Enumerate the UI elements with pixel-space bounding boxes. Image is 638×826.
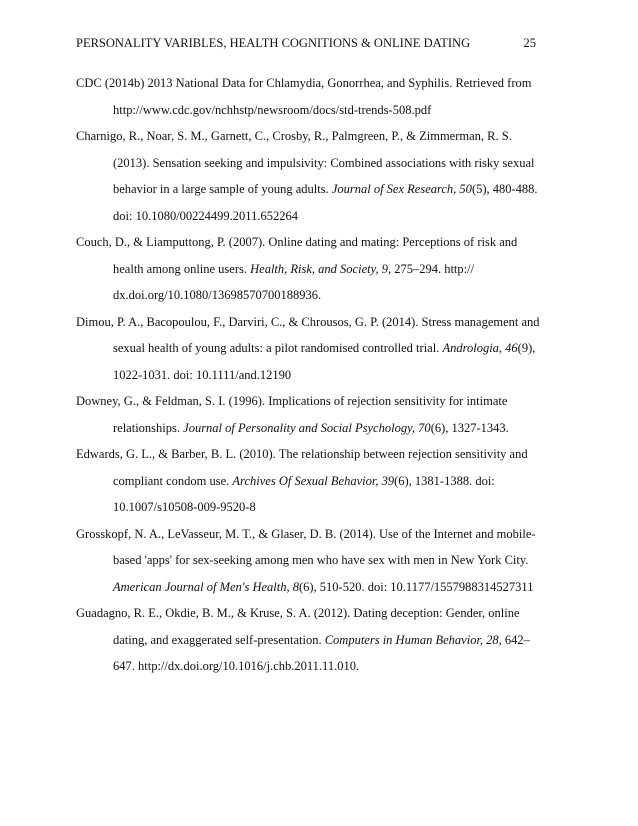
reference-source: Computers in Human Behavior, 28: [324, 632, 499, 647]
reference-source: Archives Of Sexual Behavior, 39: [232, 473, 395, 488]
reference-entry: [76, 388, 546, 441]
reference-entry: [76, 229, 546, 309]
reference-details: (6), 1381-1388. doi: 10.1007/s10508-009-9520-8: [113, 473, 495, 514]
reference-details: , 275–294. http:// dx.doi.org/10.1080/13698570700188936.: [113, 261, 475, 302]
reference-text: Edwards, G. L., & Barber, B. L. (2010). The relationship between rejection sensitivity and compliant condom use.: [76, 447, 528, 488]
reference-details: (9), 1022-1031. doi: 10.1111/and.12190: [113, 341, 536, 382]
reference-entry: [76, 600, 546, 680]
reference-source: American Journal of Men's Health, 8: [113, 579, 299, 594]
reference-list: [76, 70, 546, 680]
reference-text: Couch, D., & Liamputtong, P. (2007). Online dating and mating: Perceptions of risk and health among online users.: [76, 235, 518, 276]
page-number: 25: [523, 36, 536, 50]
reference-text: CDC (2014b) 2013 National Data for Chlamydia, Gonorrhea, and Syphilis. Retrieved from http://www.cdc.gov/nchhstp/newsroom/docs/std-trends-508.pdf: [76, 76, 532, 117]
reference-details: (5), 480-488. doi: 10.1080/00224499.2011.652264: [113, 182, 538, 223]
reference-entry: [76, 309, 546, 389]
page-header: [76, 36, 536, 51]
reference-source: Journal of Sex Research, 50: [331, 182, 472, 196]
reference-text: Guadagno, R. E., Okdie, B. M., & Kruse, S. A. (2012). Dating deception: Gender, online dating, and exaggerated self-presentation.: [76, 606, 520, 647]
reference-text: Dimou, P. A., Bacopoulou, F., Darviri, C., & Chrousos, G. P. (2014). Stress management and sexual health of young adults: a pilot randomised controlled trial.: [76, 314, 540, 355]
reference-source: Andrologia, 46: [442, 341, 518, 355]
reference-details: , 642–647. http://dx.doi.org/10.1016/j.chb.2011.11.010.: [113, 632, 530, 673]
reference-entry: [76, 70, 546, 123]
reference-text: Downey, G., & Feldman, S. I. (1996). Implications of rejection sensitivity for intimate relationships.: [76, 394, 508, 435]
reference-text: Charnigo, R., Noar, S. M., Garnett, C., Crosby, R., Palmgreen, P., & Zimmerman, R. S. (2013). Sensation seeking and impulsivity: Combined associations with risky sexual behavior in a large sample of young adults.: [76, 129, 535, 196]
reference-details: (6), 510-520. doi: 10.1177/1557988314527311: [298, 579, 534, 594]
reference-source: Journal of Personality and Social Psychology, 70: [183, 420, 431, 435]
reference-entry: [76, 441, 546, 521]
reference-text: Grosskopf, N. A., LeVasseur, M. T., & Glaser, D. B. (2014). Use of the Internet and mobile-based 'apps' for sex-seeking among men who have sex with men in New York City.: [76, 526, 536, 567]
reference-entry: [76, 521, 546, 601]
reference-details: (6), 1327-1343.: [430, 420, 509, 435]
reference-entry: [76, 123, 546, 229]
running-head: PERSONALITY VARIBLES, HEALTH COGNITIONS & ONLINE DATING: [76, 36, 471, 50]
reference-source: Health, Risk, and Society, 9: [250, 261, 388, 276]
